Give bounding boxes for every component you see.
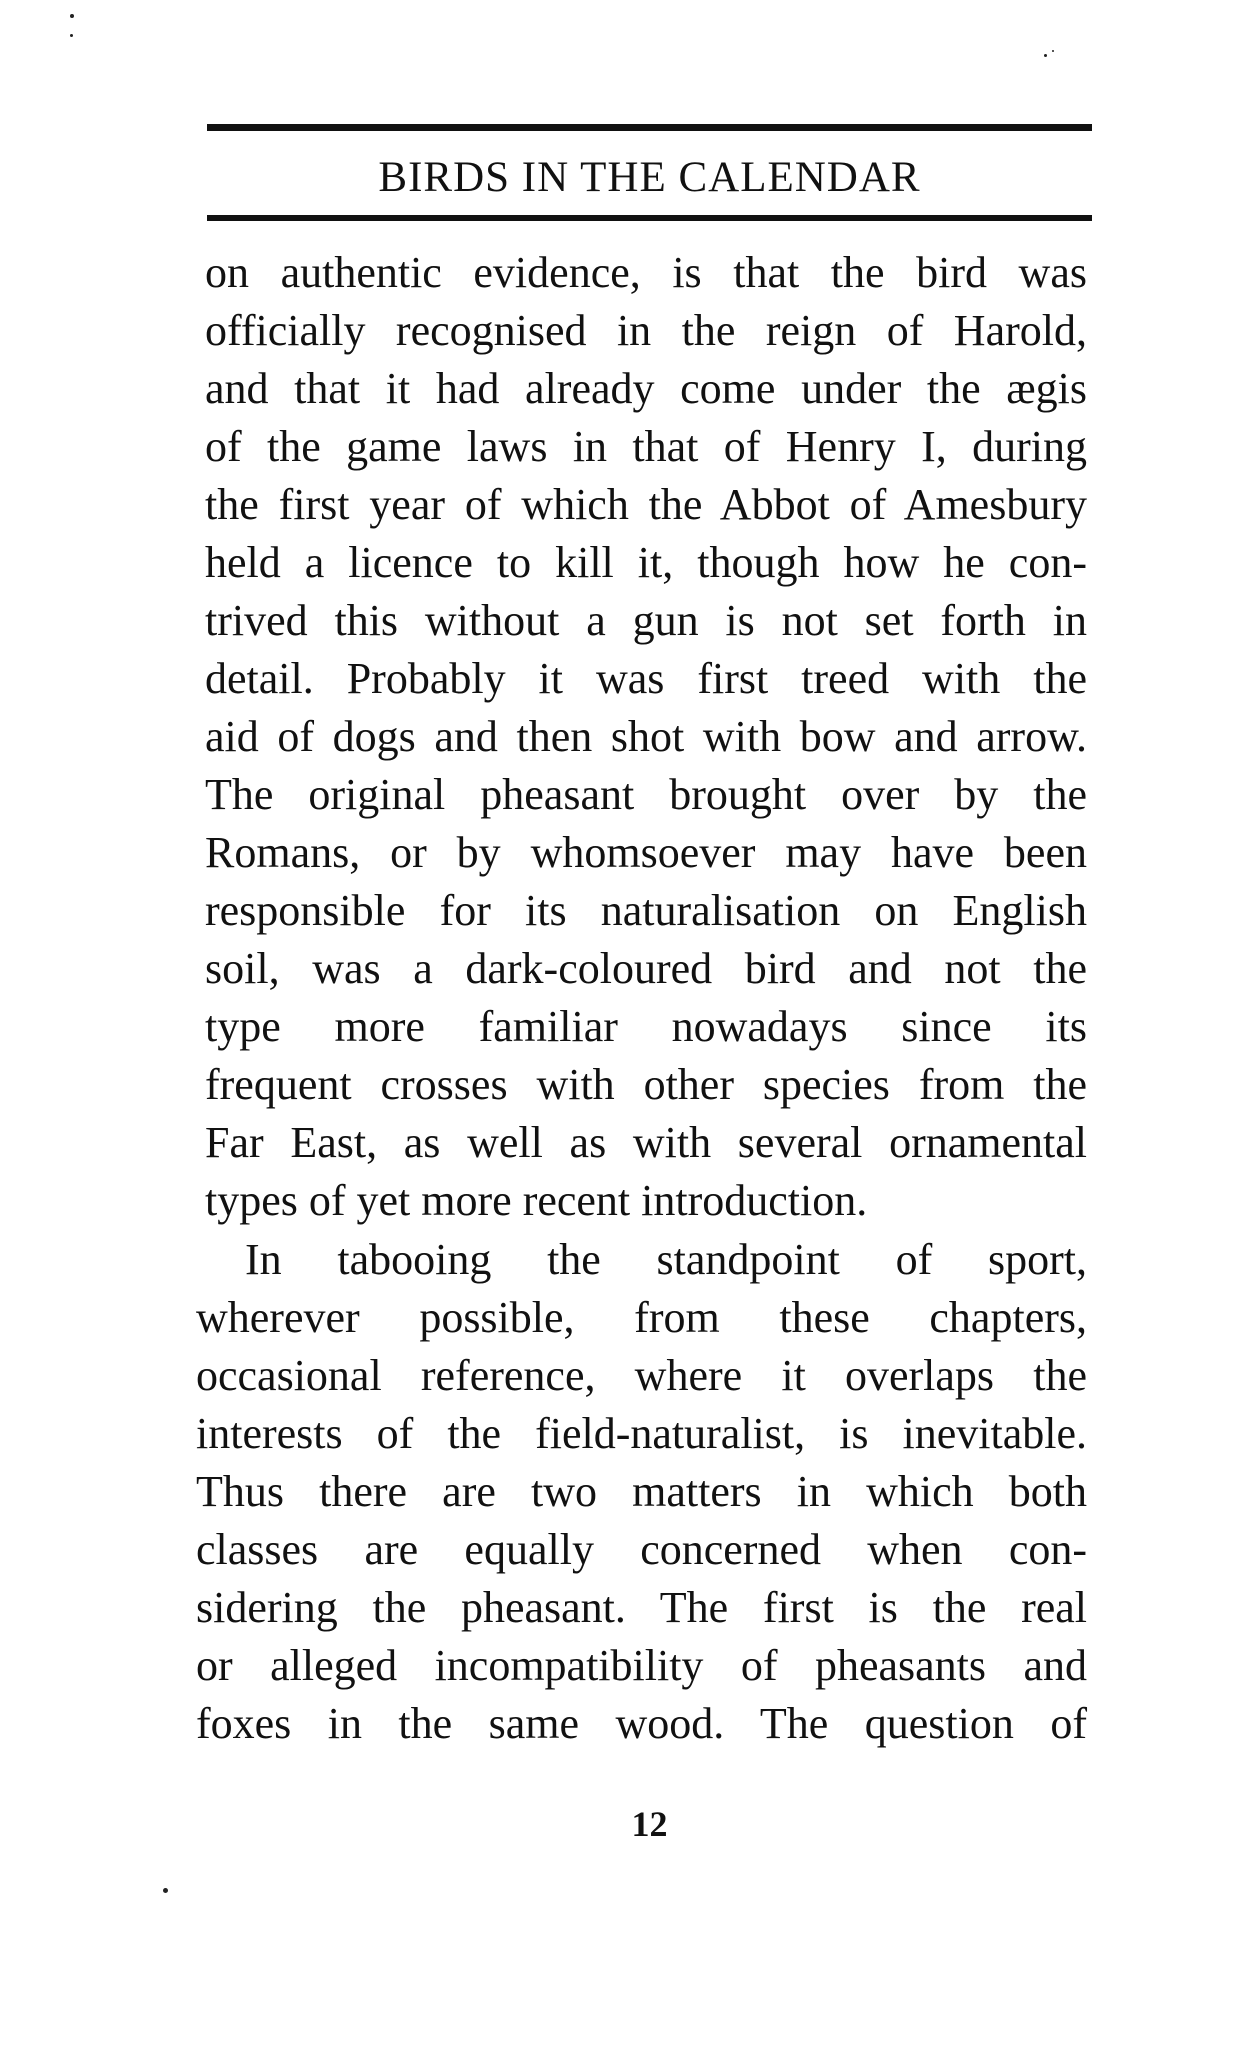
text-line: sidering the pheasant. The first is the real: [196, 1583, 1087, 1632]
text-line: The original pheasant brought over by the: [205, 770, 1087, 819]
text-line: held a licence to kill it, though how he con-: [205, 538, 1087, 587]
text-line: Thus there are two matters in which both: [196, 1467, 1087, 1516]
text-line: interests of the field-naturalist, is inevitable.: [196, 1409, 1087, 1458]
paragraph-end-line: types of yet more recent introduction.: [205, 1176, 868, 1225]
text-line: trived this without a gun is not set forth in: [205, 596, 1087, 645]
text-line: aid of dogs and then shot with bow and arrow.: [205, 712, 1087, 761]
ink-speck: [1052, 50, 1054, 52]
text-line: Far East, as well as with several ornamental: [205, 1118, 1087, 1167]
text-line: on authentic evidence, is that the bird was: [205, 248, 1087, 297]
ink-speck: [163, 1888, 168, 1893]
ink-speck: [1044, 54, 1047, 57]
ink-speck: [70, 14, 74, 18]
paragraph-start-line: In tabooing the standpoint of sport,: [245, 1235, 1087, 1284]
text-line: wherever possible, from these chapters,: [196, 1293, 1087, 1342]
text-line: foxes in the same wood. The question of: [196, 1699, 1087, 1748]
text-line: responsible for its naturalisation on English: [205, 886, 1087, 935]
header-rule-top: [207, 124, 1092, 131]
text-line: the first year of which the Abbot of Amesbury: [205, 480, 1087, 529]
running-head: BIRDS IN THE CALENDAR: [378, 154, 921, 201]
text-line: detail. Probably it was first treed with the: [205, 654, 1087, 703]
header-rule-bottom: [207, 215, 1092, 221]
text-line: occasional reference, where it overlaps the: [196, 1351, 1087, 1400]
ink-speck: [70, 34, 73, 37]
text-line: soil, was a dark-coloured bird and not the: [205, 944, 1087, 993]
text-line: type more familiar nowadays since its: [205, 1002, 1087, 1051]
text-line: classes are equally concerned when con-: [196, 1525, 1087, 1574]
text-line: officially recognised in the reign of Harold,: [205, 306, 1087, 355]
page-number: 12: [631, 1804, 668, 1844]
text-line: or alleged incompatibility of pheasants and: [196, 1641, 1087, 1690]
text-line: frequent crosses with other species from the: [205, 1060, 1087, 1109]
text-line: Romans, or by whomsoever may have been: [205, 828, 1087, 877]
text-line: of the game laws in that of Henry I, during: [205, 422, 1087, 471]
text-line: and that it had already come under the ægis: [205, 364, 1087, 413]
